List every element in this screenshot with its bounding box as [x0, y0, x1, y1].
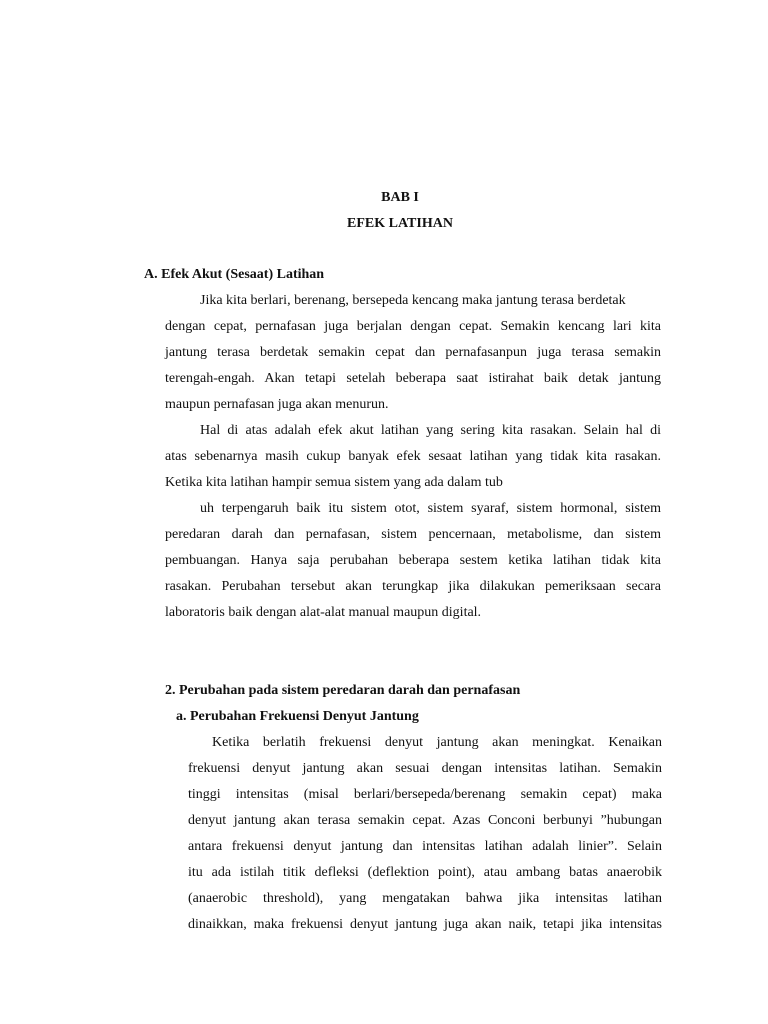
paragraph-line: maupun pernafasan juga akan menurun. [165, 397, 389, 412]
paragraph-line: uh terpengaruh baik itu sistem otot, sistem syaraf, sistem hormonal, sistem [200, 501, 661, 516]
paragraph-line: rasakan. Perubahan tersebut akan terungkap jika dilakukan pemeriksaan secara [165, 579, 661, 594]
paragraph-line: Hal di atas adalah efek akut latihan yang sering kita rasakan. Selain hal di [200, 423, 661, 438]
chapter-title: EFEK LATIHAN [347, 216, 453, 231]
paragraph-line: antara frekuensi denyut jantung dan intensitas latihan adalah linier”. Selain [188, 839, 662, 854]
paragraph-line: peredaran darah dan pernafasan, sistem pencernaan, metabolisme, dan sistem [165, 527, 661, 542]
paragraph-line: (anaerobic threshold), yang mengatakan bahwa jika intensitas latihan [188, 891, 662, 906]
section-2-heading: 2. Perubahan pada sistem peredaran darah dan pernafasan [165, 683, 521, 698]
paragraph-line: Ketika berlatih frekuensi denyut jantung akan meningkat. Kenaikan [212, 735, 662, 750]
section-a-heading: A. Efek Akut (Sesaat) Latihan [144, 267, 325, 282]
chapter-label: BAB I [381, 190, 419, 205]
paragraph-line: frekuensi denyut jantung akan sesuai dengan intensitas latihan. Semakin [188, 761, 662, 776]
paragraph-line: pembuangan. Hanya saja perubahan beberapa sestem ketika latihan tidak kita [165, 553, 661, 568]
paragraph-line: dinaikkan, maka frekuensi denyut jantung juga akan naik, tetapi jika intensitas [188, 917, 662, 932]
paragraph-line: tinggi intensitas (misal berlari/bersepeda/berenang semakin cepat) maka [188, 787, 662, 802]
paragraph-line: laboratoris baik dengan alat-alat manual maupun digital. [165, 605, 482, 620]
paragraph-line: terengah-engah. Akan tetapi setelah beberapa saat istirahat baik detak jantung [165, 371, 661, 386]
paragraph-line: Ketika kita latihan hampir semua sistem yang ada dalam tub [165, 475, 503, 490]
paragraph-line: dengan cepat, pernafasan juga berjalan dengan cepat. Semakin kencang lari kita [165, 319, 661, 334]
paragraph-line: jantung terasa berdetak semakin cepat dan pernafasanpun juga terasa semakin [165, 345, 661, 360]
paragraph-line: itu ada istilah titik defleksi (deflektion point), atau ambang batas anaerobik [188, 865, 662, 880]
paragraph-line: atas sebenarnya masih cukup banyak efek sesaat latihan yang tidak kita rasakan. [165, 449, 661, 464]
paragraph-line: denyut jantung akan terasa semakin cepat. Azas Conconi berbunyi ”hubungan [188, 813, 662, 828]
section-2a-subheading: a. Perubahan Frekuensi Denyut Jantung [176, 709, 419, 724]
paragraph-line: Jika kita berlari, berenang, bersepeda kencang maka jantung terasa berdetak [200, 293, 626, 308]
